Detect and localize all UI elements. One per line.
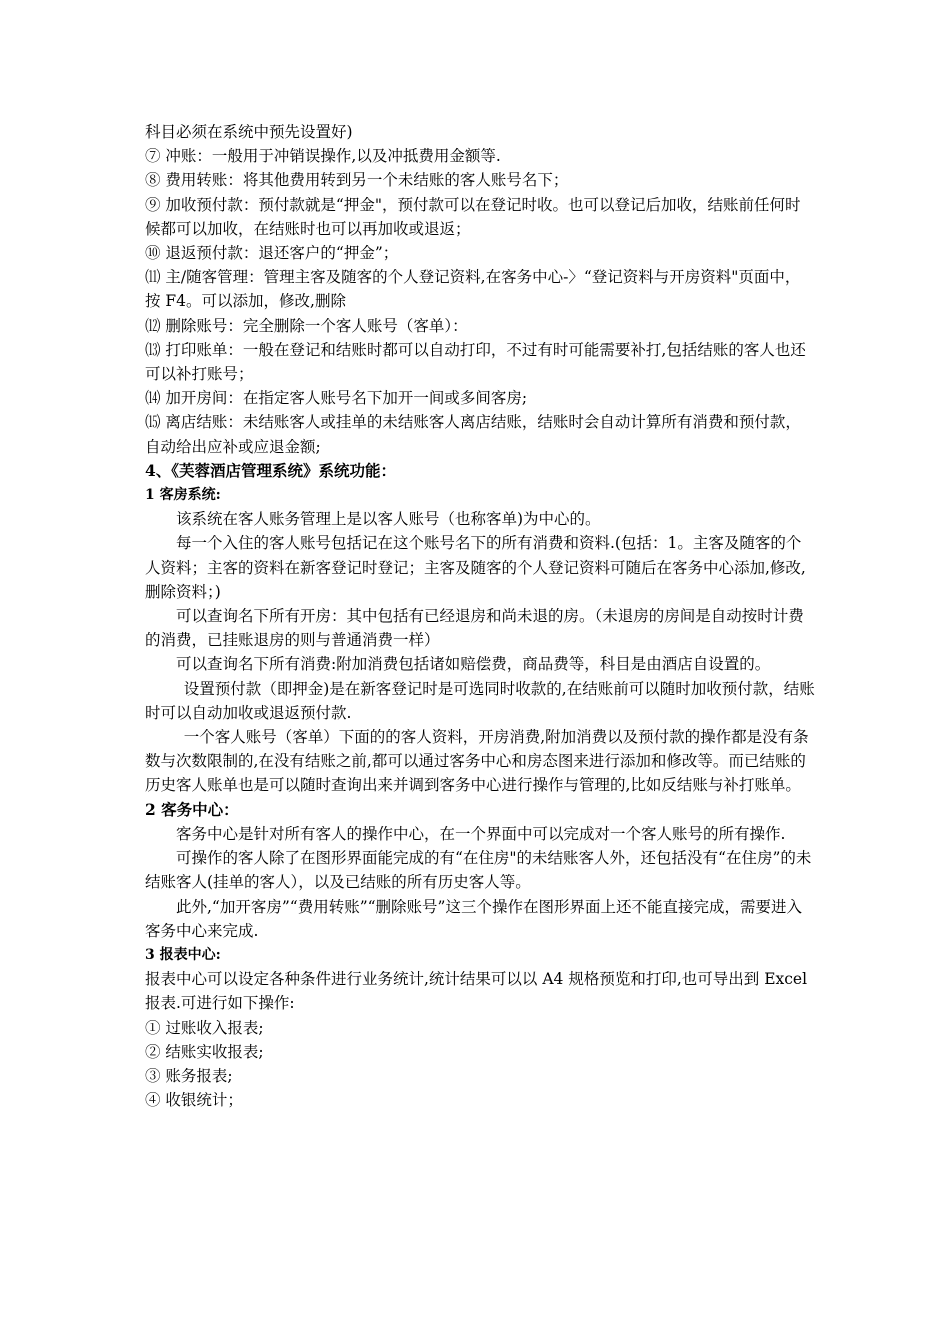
paragraph: 可以查询名下所有开房：其中包括有已经退房和尚未退的房。（未退房的房间是自动按时计费的消费，已挂账退房的则与普通消费一样） [145,607,804,650]
list-item: ④ 收银统计； [145,1091,243,1110]
subsection-heading: 2 客务中心： [145,799,239,819]
document-body [145,120,815,1112]
subsection-heading: 3 报表中心: [145,946,221,963]
text-line: 科目必须在系统中预先设置好) [145,123,353,141]
list-item: ① 过账收入报表; [145,1018,264,1037]
paragraph: 客务中心是针对所有客人的操作中心，在一个界面中可以完成对一个客人账号的所有操作. [176,824,786,843]
subsection-heading: 1 客房系统: [145,487,221,504]
paragraph: 一个客人账号（客单）下面的的客人资料，开房消费,附加消费以及预付款的操作都是没有条数与次数限制的,在没有结账之前,都可以通过客务中心和房态图来进行添加和修改等。而已结账的历史客人账单也是可以随时查询出来并调到客务中心进行操作与管理的,比如反结账与补打账单。 [145,728,809,795]
paragraph: 设置预付款（即押金)是在新客登记时是可选同时收款的,在结账前可以随时加收预付款，结账时可以自动加收或退返预付款. [145,679,815,722]
paragraph: 该系统在客人账务管理上是以客人账号（也称客单)为中心的。 [176,510,601,529]
list-item-8: ⑧ 费用转账：将其他费用转到另一个未结账的客人账号名下； [145,171,569,190]
list-item-7: ⑦ 冲账：一般用于冲销误操作,以及冲抵费用金额等. [145,147,501,166]
list-item-15: ⒂ 离店结账：未结账客人或挂单的未结账客人离店结账，结账时会自动计算所有消费和预付款，自动给出应补或应退金额; [145,413,801,456]
list-item-10: ⑩ 退返预付款：退还客户的“押金”； [145,244,399,263]
paragraph: 每一个入住的客人账号包括记在这个账号名下的所有消费和资料.(包括：1。主客及随客的个人资料；主客的资料在新客登记时登记；主客及随客的个人登记资料可随后在客务中心添加,修改,删除资料；) [145,534,806,601]
paragraph: 此外,“加开客房”“费用转账”“删除账号”这三个操作在图形界面上还不能直接完成，需要进入客务中心来完成. [145,897,802,940]
paragraph: 可以查询名下所有消费:附加消费包括诸如赔偿费，商品费等，科目是由酒店自设置的。 [176,655,771,674]
list-item-9: ⑨ 加收预付款：预付款就是“押金"，预付款可以在登记时收。也可以登记后加收，结账前任何时候都可以加收，在结账时也可以再加收或退返； [145,195,801,238]
list-item-13: ⒀ 打印账单：一般在登记和结账时都可以自动打印，不过有时可能需要补打,包括结账的客人也还可以补打账号； [145,340,806,384]
list-item-14: ⒁ 加开房间：在指定客人账号名下加开一间或多间客房; [145,389,528,408]
paragraph: 报表中心可以设定各种条件进行业务统计,统计结果可以以 A4 规格预览和打印,也可导出到 Excel 报表.可进行如下操作: [145,970,808,1013]
list-item-12: ⑿ 删除账号：完全删除一个客人账号（客单）： [145,316,468,335]
list-item: ② 结账实收报表; [145,1042,264,1061]
list-item-11: ⑾ 主/随客管理：管理主客及随客的个人登记资料,在客务中心-〉“登记资料与开房资料"页面中，按 F4。可以添加，修改,删除 [145,268,801,311]
paragraph: 可操作的客人除了在图形界面能完成的有“在住房"的未结账客人外，还包括没有“在住房”的未结账客人(挂单的客人），以及已结账的所有历史客人等。 [145,849,812,892]
section-heading: 4、《芙蓉酒店管理系统》系统功能： [145,460,397,480]
list-item: ③ 账务报表; [145,1066,233,1085]
